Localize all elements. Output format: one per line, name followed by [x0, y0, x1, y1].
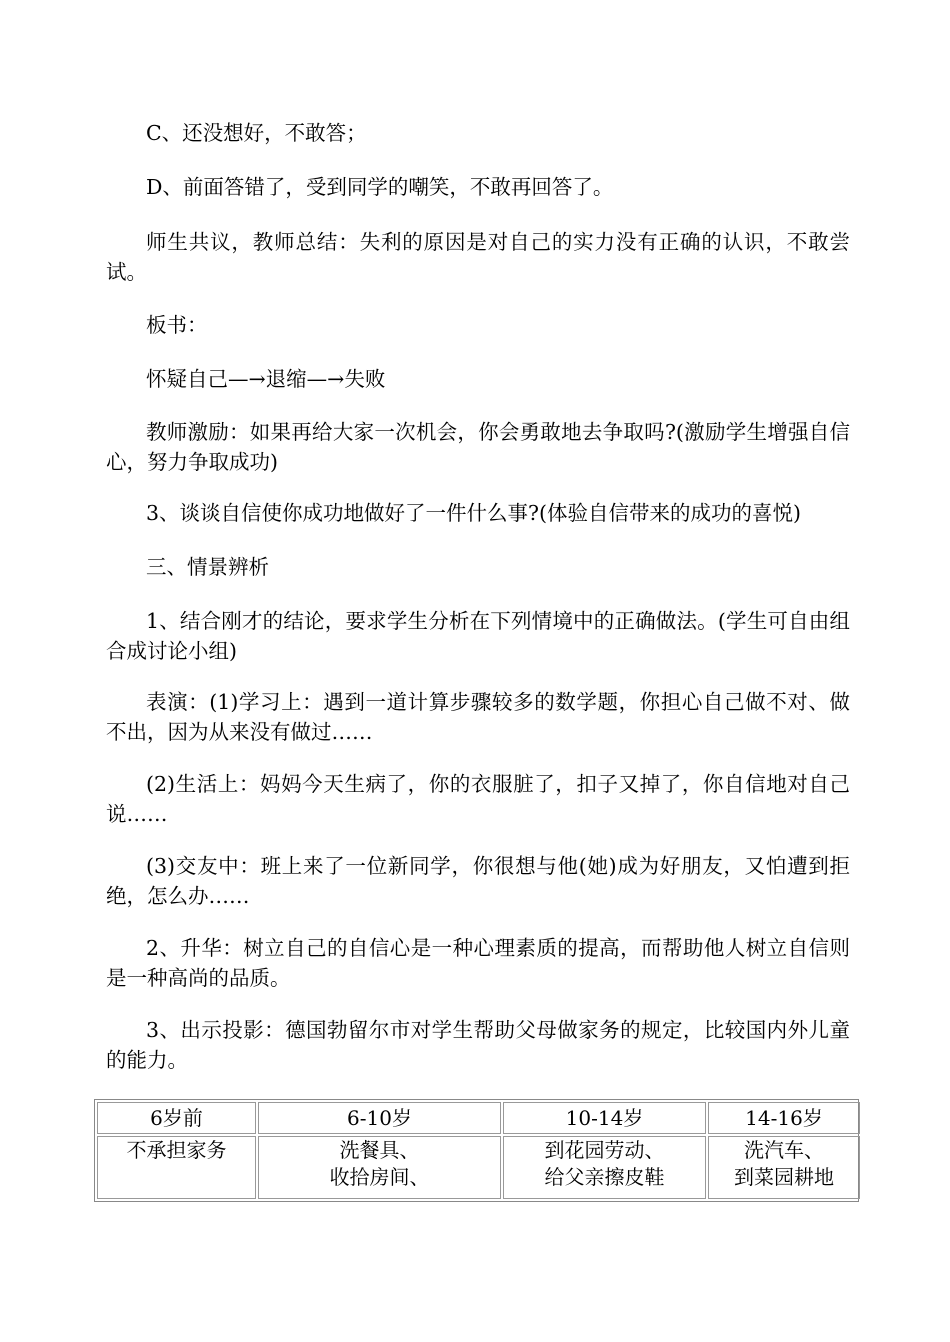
paragraph-text: 1、结合刚才的结论，要求学生分析在下列情境中的正确做法。(学生可自由组合成讨论小组) — [106, 609, 850, 663]
paragraph-text: C、还没想好，不敢答； — [146, 121, 367, 145]
table-header-row — [97, 1102, 860, 1134]
cell-line: 洗汽车、 — [744, 1138, 824, 1162]
paragraph-text: (2)生活上：妈妈今天生病了，你的衣服脏了，扣子又掉了，你自信地对自己说…… — [106, 772, 850, 826]
paragraph-text: 怀疑自己—→退缩—→失败 — [146, 367, 386, 391]
paragraph-text: D、前面答错了，受到同学的嘲笑，不敢再回答了。 — [146, 175, 614, 199]
paragraph — [106, 118, 850, 148]
paragraph-text: 师生共议，教师总结：失利的原因是对自己的实力没有正确的认识，不敢尝试。 — [106, 230, 850, 284]
paragraph — [106, 417, 850, 477]
paragraph — [106, 769, 850, 829]
paragraph-text: 3、谈谈自信使你成功地做好了一件什么事?(体验自信带来的成功的喜悦) — [146, 501, 802, 525]
table-cell — [708, 1136, 860, 1199]
paragraph-text: 2、升华：树立自己的自信心是一种心理素质的提高，而帮助他人树立自信则是一种高尚的品质。 — [106, 936, 850, 990]
cell-line: 给父亲擦皮鞋 — [544, 1165, 665, 1189]
paragraph — [106, 172, 850, 202]
paragraph — [106, 227, 850, 287]
section-heading — [106, 552, 850, 582]
paragraph — [106, 498, 850, 528]
table-cell — [258, 1136, 501, 1199]
chores-table — [94, 1099, 859, 1202]
table-header-cell: 6岁前 — [97, 1102, 256, 1134]
paragraph — [106, 606, 850, 666]
table-cell — [503, 1136, 706, 1199]
paragraph-text: 板书： — [146, 313, 208, 337]
paragraph-text: 表演：(1)学习上：遇到一道计算步骤较多的数学题，你担心自己做不对、做不出，因为从来没有做过…… — [106, 690, 850, 744]
paragraph-text: 3、出示投影：德国勃留尔市对学生帮助父母做家务的规定，比较国内外儿童的能力。 — [106, 1018, 850, 1072]
paragraph — [106, 851, 850, 911]
cell-line: 到花园劳动、 — [544, 1138, 665, 1162]
cell-line: 到菜园耕地 — [734, 1165, 834, 1189]
cell-line: 洗餐具、 — [339, 1138, 420, 1162]
table-header-cell: 14-16岁 — [708, 1102, 860, 1134]
table-cell — [97, 1136, 256, 1199]
paragraph — [106, 687, 850, 747]
paragraph — [106, 364, 850, 394]
table-header-cell: 6-10岁 — [258, 1102, 501, 1134]
paragraph-text: (3)交友中：班上来了一位新同学，你很想与他(她)成为好朋友，又怕遭到拒绝，怎么办…… — [106, 854, 850, 908]
paragraph-text: 教师激励：如果再给大家一次机会，你会勇敢地去争取吗?(激励学生增强自信心，努力争取成功) — [106, 420, 850, 474]
section-heading-text: 三、情景辨析 — [146, 555, 269, 579]
table-header-cell: 10-14岁 — [503, 1102, 706, 1134]
paragraph — [106, 933, 850, 993]
cell-line: 不承担家务 — [126, 1138, 227, 1162]
cell-line: 收拾房间、 — [329, 1165, 430, 1189]
paragraph — [106, 310, 850, 340]
table-row — [97, 1136, 860, 1199]
paragraph — [106, 1015, 850, 1075]
